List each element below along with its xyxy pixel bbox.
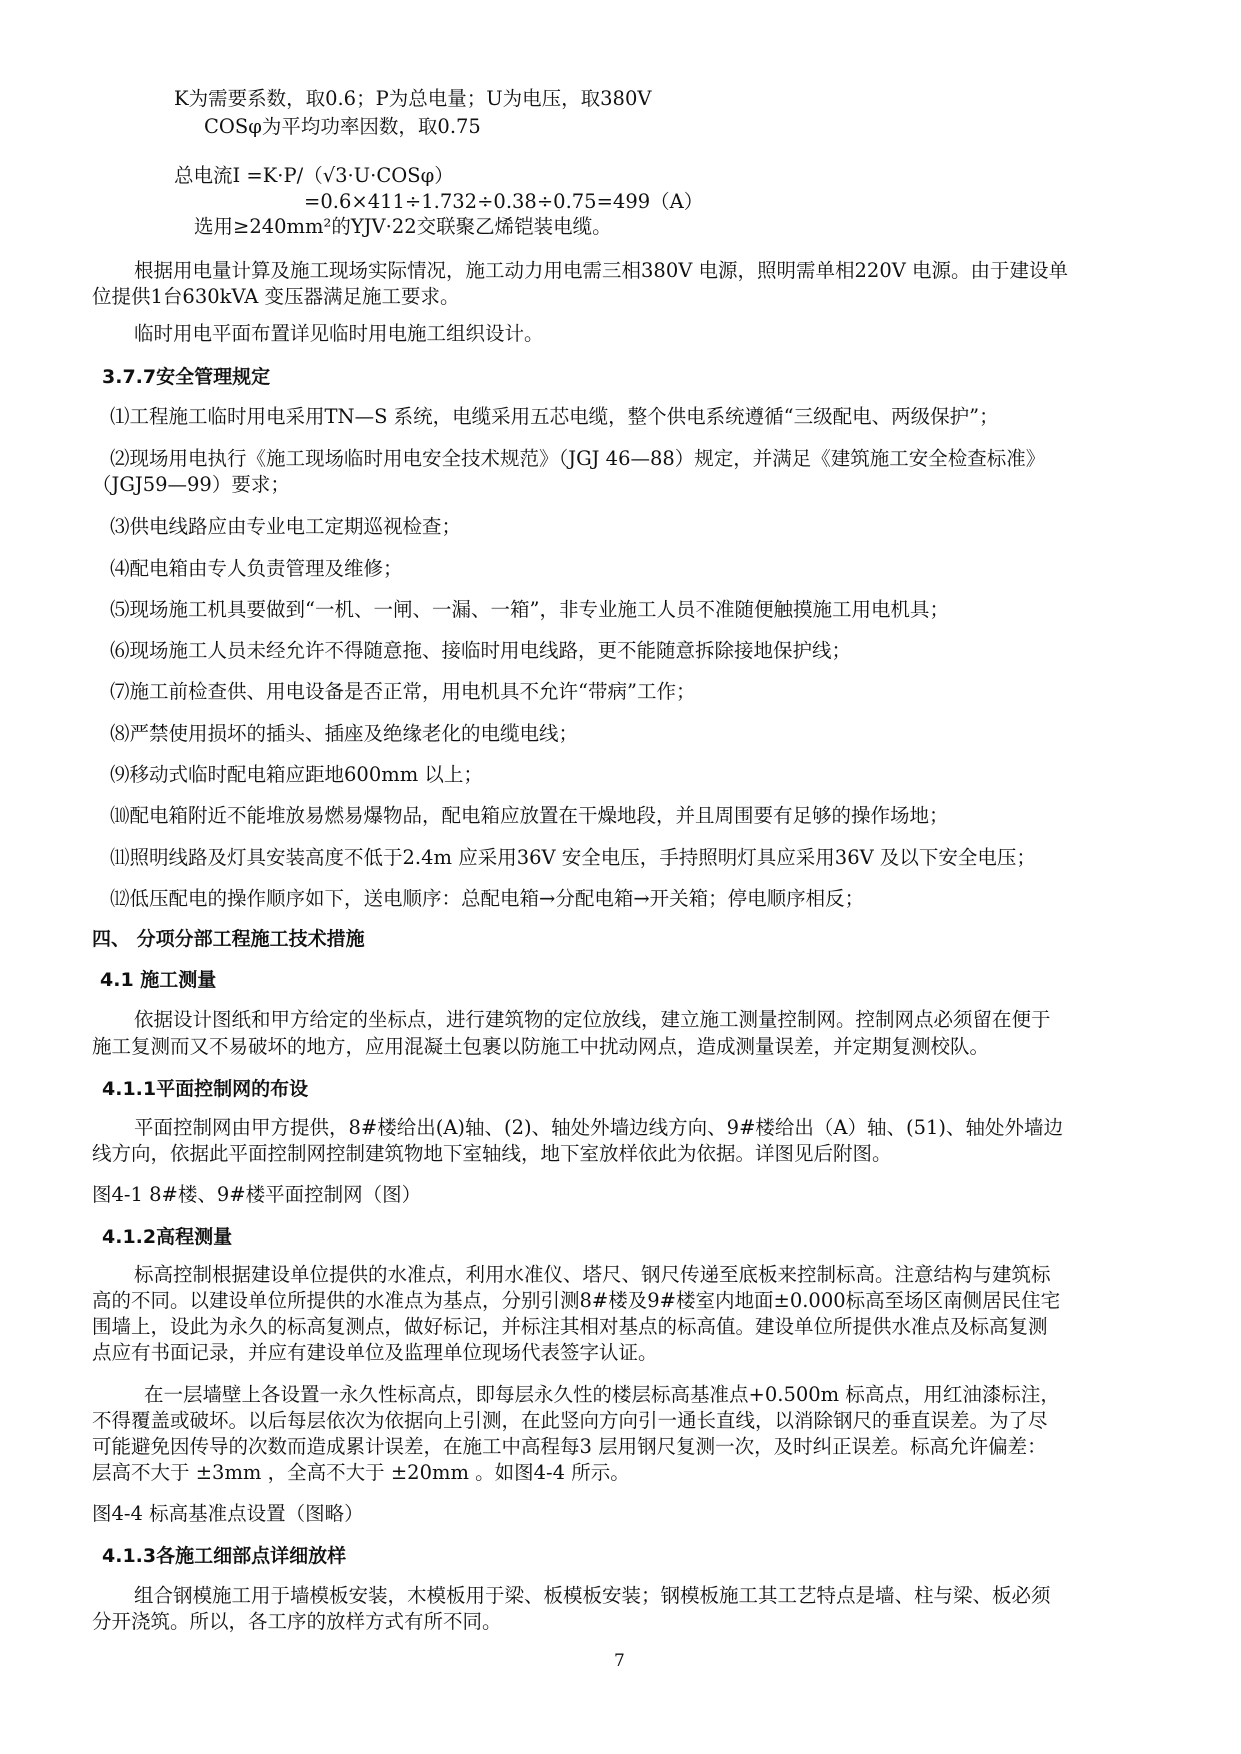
paragraph-line: 平面控制网由甲方提供，8#楼给出(A)轴、(2)、轴处外墙边线方向、9#楼给出（A）轴、(51)、轴处外墙边	[134, 1116, 1064, 1139]
rule-item: ⑹现场施工人员未经允许不得随意拖、接临时用电线路，更不能随意拆除接地保护线；	[110, 639, 852, 662]
formula-line-4: =0.6×411÷1.732÷0.38÷0.75=499（A）	[304, 190, 704, 213]
paragraph-line: 线方向，依据此平面控制网控制建筑物地下室轴线，地下室放样依此为依据。详图见后附图。	[92, 1142, 892, 1165]
paragraph-line: 层高不大于 ±3mm ，全高不大于 ±20mm 。如图4-4 所示。	[92, 1461, 630, 1484]
rule-item: ⑶供电线路应由专业电工定期巡视检查；	[110, 515, 462, 538]
paragraph-line: 在一层墙壁上各设置一永久性标高点，即每层永久性的楼层标高基准点+0.500m 标高点，用红油漆标注，	[144, 1383, 1060, 1406]
rule-item: （JGJ59—99）要求；	[92, 473, 290, 496]
rule-item: ⑻严禁使用损坏的插头、插座及绝缘老化的电缆电线；	[110, 722, 579, 745]
rule-item: ⑷配电箱由专人负责管理及维修；	[110, 557, 403, 580]
formula-line-3: 总电流I =K·P/（√3·U·COSφ）	[174, 164, 454, 187]
rule-item: ⑿低压配电的操作顺序如下，送电顺序：总配电箱→分配电箱→开关箱；停电顺序相反；	[110, 887, 865, 910]
formula-line-2: COSφ为平均功率因数，取0.75	[204, 115, 481, 138]
figure-caption: 图4-1 8#楼、9#楼平面控制网（图）	[92, 1183, 422, 1206]
paragraph-line: 组合钢模施工用于墙模板安装，木模板用于梁、板模板安装；钢模板施工其工艺特点是墙、柱与梁、板必须	[134, 1584, 1051, 1607]
paragraph-line: 施工复测而又不易破坏的地方，应用混凝土包裹以防施工中扰动网点，造成测量误差，并定期复测校队。	[92, 1035, 990, 1058]
section-heading: 3.7.7安全管理规定	[102, 366, 271, 388]
section-heading: 4.1.2高程测量	[102, 1226, 233, 1248]
paragraph-line: 根据用电量计算及施工现场实际情况，施工动力用电需三相380V 电源，照明需单相220V 电源。由于建设单	[134, 259, 1069, 282]
rule-item: ⑼移动式临时配电箱应距地600mm 以上；	[110, 763, 483, 786]
paragraph-line: 不得覆盖或破坏。以后每层依次为依据向上引测，在此竖向方向引一通长直线，以消除钢尺的垂直误差。为了尽	[92, 1409, 1048, 1432]
section-heading: 4.1 施工测量	[100, 969, 217, 991]
chapter-heading: 四、 分项分部工程施工技术措施	[92, 928, 365, 950]
section-heading: 4.1.3各施工细部点详细放样	[102, 1545, 347, 1567]
rule-item: ⑸现场施工机具要做到“一机、一闸、一漏、一箱”，非专业施工人员不准随便触摸施工用电机具；	[110, 598, 949, 621]
paragraph-line: 临时用电平面布置详见临时用电施工组织设计。	[134, 322, 544, 345]
section-heading: 4.1.1平面控制网的布设	[102, 1078, 309, 1100]
paragraph-line: 围墙上，设此为永久的标高复测点，做好标记，并标注其相对基点的标高值。建设单位所提供水准点及标高复测	[92, 1315, 1048, 1338]
formula-line-5: 选用≥240mm²的YJV·22交联聚乙烯铠装电缆。	[194, 215, 612, 238]
paragraph-line: 依据设计图纸和甲方给定的坐标点，进行建筑物的定位放线，建立施工测量控制网。控制网点必须留在便于	[134, 1008, 1051, 1031]
rule-item: ⑺施工前检查供、用电设备是否正常，用电机具不允许“带病”工作；	[110, 680, 696, 703]
rule-item: ⑵现场用电执行《施工现场临时用电安全技术规范》（JGJ 46—88）规定，并满足《建筑施工安全检查标准》	[110, 447, 1046, 470]
paragraph-line: 标高控制根据建设单位提供的水准点，利用水准仪、塔尺、钢尺传递至底板来控制标高。注意结构与建筑标	[134, 1263, 1051, 1286]
formula-line-1: K为需要系数，取0.6；P为总电量；U为电压，取380V	[174, 87, 652, 110]
paragraph-line: 点应有书面记录，并应有建设单位及监理单位现场代表签字认证。	[92, 1341, 658, 1364]
paragraph-line: 可能避免因传导的次数而造成累计误差，在施工中高程每3 层用钢尺复测一次，及时纠正误差。标高允许偏差：	[92, 1435, 1047, 1458]
figure-caption: 图4-4 标高基准点设置（图略）	[92, 1502, 364, 1525]
paragraph-line: 分开浇筑。所以，各工序的放样方式有所不同。	[92, 1610, 502, 1633]
paragraph-line: 高的不同。以建设单位所提供的水准点为基点，分别引测8#楼及9#楼室内地面±0.000标高至场区南侧居民住宅	[92, 1289, 1061, 1312]
rule-item: ⑴工程施工临时用电采用TN—S 系统，电缆采用五芯电缆，整个供电系统遵循“三级配电、两级保护”；	[110, 405, 999, 428]
rule-item: ⑾照明线路及灯具安装高度不低于2.4m 应采用36V 安全电压，手持照明灯具应采用36V 及以下安全电压；	[110, 846, 1036, 869]
paragraph-line: 位提供1台630kVA 变压器满足施工要求。	[92, 285, 460, 308]
page-number: 7	[614, 1651, 625, 1671]
rule-item: ⑽配电箱附近不能堆放易燃易爆物品，配电箱应放置在干燥地段，并且周围要有足够的操作场地；	[110, 804, 949, 827]
